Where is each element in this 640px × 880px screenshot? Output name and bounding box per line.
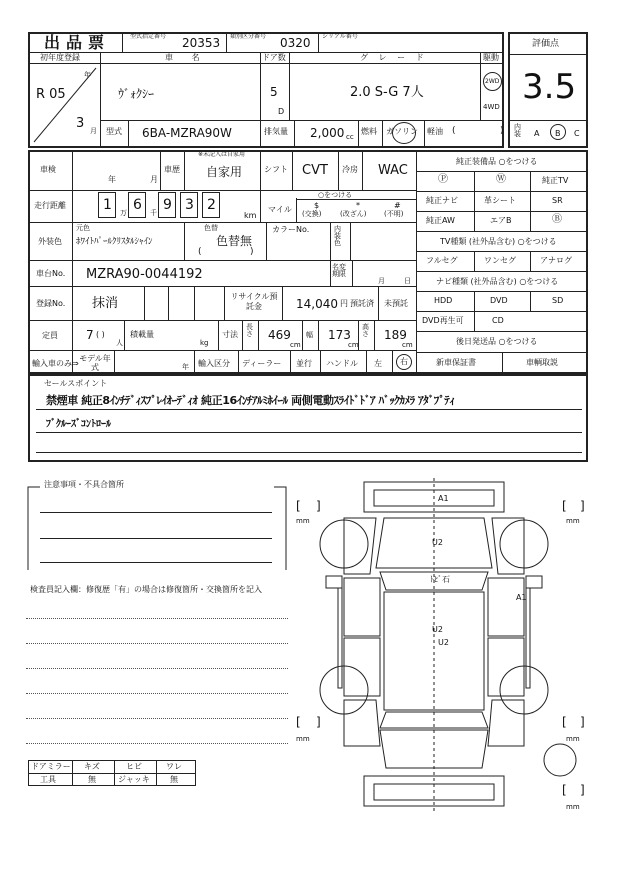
registration-label: 登録No. — [36, 299, 66, 308]
divider — [224, 286, 225, 320]
import-year: 年 — [182, 363, 189, 371]
damage-u2-top: U2 — [432, 538, 443, 547]
divider — [260, 120, 261, 148]
recycle-not: 未預託 — [384, 299, 408, 308]
divider — [28, 260, 416, 261]
name-change-label: 名変期限 — [332, 263, 346, 278]
dims-label: 寸法 — [222, 330, 238, 339]
divider — [416, 171, 588, 172]
divider — [184, 222, 185, 260]
navi-title: ナビ種類 (社外品含む) ○をつける — [436, 277, 559, 286]
navi-opt-1: HDD — [434, 296, 453, 305]
divider — [416, 231, 588, 232]
divider — [318, 32, 319, 52]
dvd-opt-1: DVD再生可 — [422, 316, 464, 325]
divider — [330, 222, 331, 286]
divider — [28, 350, 416, 351]
equip-r3-c1: 純正AW — [426, 216, 455, 225]
later-title: 後日発送品 ○をつける — [456, 337, 538, 346]
divider — [502, 352, 503, 374]
legend-r2-c2: 無 — [88, 775, 96, 784]
divider — [226, 32, 227, 52]
divider — [416, 191, 588, 192]
oil-paren-close: ) — [500, 126, 504, 136]
divider — [260, 150, 261, 190]
handle-label: ハンドル — [326, 359, 358, 368]
score-value: 3.5 — [522, 67, 577, 107]
divider — [290, 350, 291, 374]
history-note: ※未記入は自家用 — [198, 151, 246, 158]
divider — [100, 52, 101, 148]
divider — [416, 291, 588, 292]
capacity-label: 定員 — [42, 331, 58, 340]
divider — [114, 760, 115, 786]
page-title: 出品票 — [44, 33, 111, 52]
divider — [358, 320, 359, 350]
fuel-value: ガソリン — [386, 127, 418, 136]
divider — [292, 150, 293, 190]
wid-cm: cm — [348, 341, 359, 349]
score-label: 評価点 — [532, 39, 560, 49]
inspector-line — [26, 718, 288, 719]
divider — [480, 52, 481, 120]
grade-value: 2.0 S-G 7人 — [350, 85, 424, 100]
equip-r1-c1: Ⓟ — [438, 174, 448, 185]
len-cm: cm — [290, 341, 301, 349]
color-paren: ( — [198, 247, 202, 257]
divider — [100, 120, 504, 121]
damage-u2-mid2: U2 — [438, 638, 449, 647]
divider — [416, 150, 417, 374]
mileage-opt2-sym: * — [356, 201, 360, 210]
tv-title: TV種類 (社外品含む) ○をつける — [440, 237, 557, 246]
mileage-d1: 1 — [103, 197, 112, 213]
import-class-label: 輸入区分 — [198, 359, 230, 368]
divider — [218, 320, 219, 350]
legend-r1-c1: ドアミラー — [31, 762, 71, 771]
mileage-opt3-sym: # — [394, 201, 401, 210]
tire-fr-mm: mm — [566, 517, 580, 525]
divider — [530, 291, 531, 311]
notes-bracket — [26, 484, 290, 574]
divider — [378, 286, 379, 320]
mileage-d2: 6 — [133, 197, 142, 213]
mileage-sen: 千 — [150, 209, 157, 217]
handle-right: 右 — [400, 357, 408, 366]
equip-r2-c3: SR — [552, 196, 563, 205]
divider — [416, 331, 588, 332]
int-color-label: 内装色 — [334, 225, 341, 247]
serial-label: シリアル番号 — [322, 33, 358, 40]
color-paren-close: ) — [250, 247, 254, 257]
rule-line — [36, 432, 582, 433]
hgt-label: 高さ — [362, 323, 369, 338]
import-label: 輸入車のみ⇒ — [32, 359, 79, 368]
door-type: D — [278, 107, 285, 116]
tv-opt-3: アナログ — [540, 256, 572, 265]
divider — [424, 120, 425, 148]
grade-label: グ レ ー ド — [360, 53, 428, 62]
spare-mm: mm — [566, 803, 580, 811]
wid-label: 幅 — [306, 331, 313, 339]
mileage-opt3: (不明) — [384, 210, 404, 218]
mileage-d3: 9 — [163, 197, 172, 213]
sales-line-2: ﾌﾞｸﾙｰｽﾞｺﾝﾄﾛｰﾙ — [46, 419, 111, 430]
displacement-value: 2,000 — [310, 126, 345, 140]
equip-r2-c1: 純正ナビ — [426, 196, 458, 205]
divider — [114, 350, 115, 374]
equip-r3-c3: Ⓑ — [552, 214, 562, 225]
divider — [530, 251, 531, 271]
divider — [242, 320, 243, 350]
load-unit: kg — [200, 339, 209, 347]
interior-c: C — [574, 129, 580, 138]
divider — [320, 350, 321, 374]
inspector-note: 検査員記入欄：修復歴「有」の場合は修復箇所・交換箇所を記入 — [30, 585, 262, 594]
class-no-label: 類別区分番号 — [230, 33, 267, 40]
mileage-circle-note: ○をつける — [318, 191, 353, 199]
later-opt-1: 新車保証書 — [436, 358, 476, 367]
import-class-dealer: ディーラー — [242, 359, 282, 368]
capacity-value: 7 — [86, 328, 94, 342]
tire-rr-bracket-close: ] — [580, 715, 585, 729]
spare-bracket-close: ] — [580, 783, 585, 797]
divider — [296, 199, 416, 200]
sales-points-frame — [28, 374, 588, 462]
tire-rr-mm: mm — [566, 735, 580, 743]
history-value: 自家用 — [206, 165, 243, 179]
load-label: 積載量 — [130, 330, 154, 339]
hgt-value: 189 — [384, 328, 407, 342]
len-label: 長さ — [246, 323, 253, 338]
handle-left: 左 — [374, 359, 382, 368]
divider — [122, 32, 123, 52]
displacement-unit: cc — [346, 133, 354, 141]
inspector-line — [26, 618, 288, 619]
legend-r1-c2: キズ — [84, 762, 100, 771]
type-no-label: 型式指定番号 — [130, 33, 167, 40]
damage-a1-side: A1 — [516, 593, 527, 602]
divider — [72, 150, 73, 374]
tv-opt-2: ワンセグ — [484, 256, 516, 265]
divider — [296, 198, 297, 222]
doors-value: 5 — [270, 85, 278, 99]
later-opt-2: 車輌取説 — [526, 358, 558, 367]
rule-line — [36, 452, 582, 453]
color-orig-value: ﾎﾜｲﾄﾊﾟｰﾙｸﾘｽﾀﾙｼｬｲﾝ — [76, 237, 153, 247]
shift-value: CVT — [302, 163, 328, 178]
oil-paren: ( — [452, 126, 456, 136]
divider — [160, 150, 161, 190]
color-label: 外装色 — [38, 237, 62, 246]
divider — [28, 190, 416, 191]
damage-stone: ﾄﾋﾞ石 — [430, 575, 450, 584]
car-name-value: ｳﾞｫｸｼｰ — [118, 87, 155, 101]
shaken-label: 車検 — [40, 165, 56, 174]
capacity-paren: ( ) — [96, 330, 105, 339]
mileage-opt1: (交換) — [302, 210, 322, 218]
mileage-unit: km — [244, 211, 257, 220]
import-class-parallel: 並行 — [296, 359, 312, 368]
divider — [374, 320, 375, 350]
tire-fr-bracket-close: ] — [580, 499, 585, 513]
divider — [338, 150, 339, 190]
shaken-year: 年 — [108, 175, 116, 184]
divider — [392, 350, 393, 374]
navi-opt-2: DVD — [490, 296, 508, 305]
class-no-value: 0320 — [280, 36, 311, 50]
model-year-label: モデル年式 — [79, 354, 111, 372]
interior-label: 内装 — [514, 123, 521, 138]
tv-opt-1: フルセグ — [426, 256, 458, 265]
divider — [352, 260, 353, 286]
ac-value: WAC — [378, 163, 408, 178]
legend-r2-c3: ジャッキ — [118, 775, 150, 784]
color-now-label: 色替 — [204, 224, 218, 232]
legend-r1-c3: ヒビ — [126, 762, 142, 771]
tire-fl-bracket-close: ] — [316, 499, 321, 513]
divider — [28, 286, 416, 287]
divider — [508, 120, 588, 121]
notes-line — [40, 512, 272, 513]
divider — [266, 222, 267, 260]
divider — [358, 120, 359, 148]
tire-fl-bracket-open: [ — [296, 499, 301, 513]
divider — [366, 350, 367, 374]
equipment-title: 純正装備品 ○をつける — [456, 157, 538, 166]
mileage-opt2: (改ざん) — [340, 210, 367, 218]
ac-label: 冷房 — [342, 165, 358, 174]
divider — [318, 320, 319, 350]
legend-r2-c1: 工具 — [40, 775, 56, 784]
recycle-value: 14,040 — [296, 297, 338, 311]
divider — [416, 251, 588, 252]
oil-label: 軽油 — [427, 127, 443, 136]
interior-b: B — [555, 129, 561, 138]
divider — [72, 760, 73, 786]
displacement-label: 排気量 — [264, 127, 288, 136]
name-change-day: 日 — [404, 277, 411, 285]
divider — [238, 350, 239, 374]
divider — [194, 286, 195, 320]
inspector-line — [26, 643, 288, 644]
interior-a: A — [534, 129, 540, 138]
divider — [474, 171, 475, 231]
hgt-cm: cm — [402, 341, 413, 349]
len-value: 469 — [268, 328, 291, 342]
tire-rl-bracket-open: [ — [296, 715, 301, 729]
divider — [289, 52, 290, 120]
divider — [416, 211, 588, 212]
car-damage-diagram — [296, 478, 596, 818]
divider — [28, 222, 416, 223]
inspector-line — [26, 668, 288, 669]
tire-rr-bracket-open: [ — [562, 715, 567, 729]
divider — [194, 350, 195, 374]
drive-label: 駆動 — [483, 53, 499, 62]
mileage-d4: 3 — [185, 197, 194, 213]
wid-value: 173 — [328, 328, 351, 342]
history-label: 車歴 — [164, 165, 180, 174]
legend-r1-c4: ワレ — [166, 762, 182, 771]
equip-r1-c3: 純正TV — [542, 176, 569, 185]
inspector-line — [26, 693, 288, 694]
drive-2wd: 2WD — [485, 78, 500, 85]
mile-label: マイル — [268, 205, 292, 214]
notes-title: 注意事項・不具合箇所 — [44, 480, 124, 489]
navi-opt-3: SD — [552, 296, 564, 305]
doors-label: ドア数 — [262, 53, 286, 62]
inspector-line — [26, 743, 288, 744]
notes-line — [40, 562, 272, 563]
tire-rl-bracket-close: ] — [316, 715, 321, 729]
mileage-label: 走行距離 — [34, 201, 66, 210]
capacity-unit: 人 — [116, 339, 123, 347]
chassis-label: 車台No. — [36, 269, 66, 278]
recycle-label: リサイクル預託金 — [230, 292, 278, 311]
divider — [362, 150, 363, 190]
divider — [168, 286, 169, 320]
name-change-month: 月 — [378, 277, 385, 285]
recycle-status: 預託済 — [350, 299, 374, 308]
equip-r2-c2: 革シート — [484, 196, 516, 205]
notes-line — [40, 538, 272, 539]
drive-4wd: 4WD — [483, 103, 500, 111]
equip-r3-c2: エアB — [490, 216, 512, 225]
divider — [302, 320, 303, 350]
dvd-opt-2: CD — [492, 316, 504, 325]
model-label: 型式 — [106, 127, 122, 136]
year-unit: 年 — [84, 71, 91, 79]
mileage-opt1-sym: $ — [314, 201, 320, 210]
divider — [508, 120, 509, 148]
first-reg-label: 初年度登録 — [40, 53, 80, 62]
shaken-month: 月 — [150, 175, 158, 184]
divider — [260, 190, 261, 222]
divider — [258, 320, 259, 350]
divider — [128, 120, 129, 148]
sales-line-1: 禁煙車 純正8ｲﾝﾁﾃﾞｨｽﾌﾟﾚｲｵｰﾃﾞｨｵ 純正16ｲﾝﾁｱﾙﾐﾎｲｰﾙ 両側電動ｽﾗｲﾄﾞﾄﾞｱ ﾊﾞｯｸｶﾒﾗ ｱﾀﾞﾌﾟﾃｨ — [46, 394, 455, 407]
damage-a1-top: A1 — [438, 494, 449, 503]
divider — [508, 54, 588, 55]
divider — [156, 760, 157, 786]
fuel-label: 燃料 — [361, 127, 377, 136]
month-unit: 月 — [90, 127, 97, 135]
divider — [416, 271, 588, 272]
type-no-value: 20353 — [182, 36, 221, 50]
divider — [124, 320, 125, 350]
color-now-value: 色替無 — [216, 234, 253, 248]
registration-value: 抹消 — [92, 296, 119, 311]
tire-fr-bracket-open: [ — [562, 499, 567, 513]
car-name-label: 車 名 — [165, 53, 208, 62]
chassis-value: MZRA90-0044192 — [86, 267, 203, 282]
divider — [416, 311, 588, 312]
month-value: 3 — [76, 116, 85, 131]
divider — [28, 773, 196, 774]
equip-r1-c2: Ⓦ — [496, 174, 506, 185]
divider — [474, 251, 475, 271]
damage-u2-mid: U2 — [432, 625, 443, 634]
divider — [294, 120, 295, 148]
recycle-unit: 円 — [340, 299, 348, 308]
shift-label: シフト — [264, 165, 288, 174]
legend-r2-c4: 無 — [170, 775, 178, 784]
era-value: R 05 — [36, 87, 66, 102]
sales-label: セールスポイント — [44, 379, 108, 388]
spare-bracket-open: [ — [562, 783, 567, 797]
divider — [282, 286, 283, 320]
divider — [350, 222, 351, 260]
color-no-label: カラーNo. — [272, 225, 310, 234]
mileage-d5: 2 — [207, 197, 216, 213]
divider — [382, 120, 383, 148]
divider — [184, 150, 185, 190]
divider — [260, 52, 261, 120]
rule-line — [36, 409, 582, 410]
divider — [530, 171, 531, 231]
color-orig-label: 元色 — [76, 224, 90, 232]
tire-fl-mm: mm — [296, 517, 310, 525]
divider — [144, 286, 145, 320]
tire-rl-mm: mm — [296, 735, 310, 743]
model-value: 6BA-MZRA90W — [142, 126, 232, 140]
mileage-man: 万 — [120, 209, 127, 217]
